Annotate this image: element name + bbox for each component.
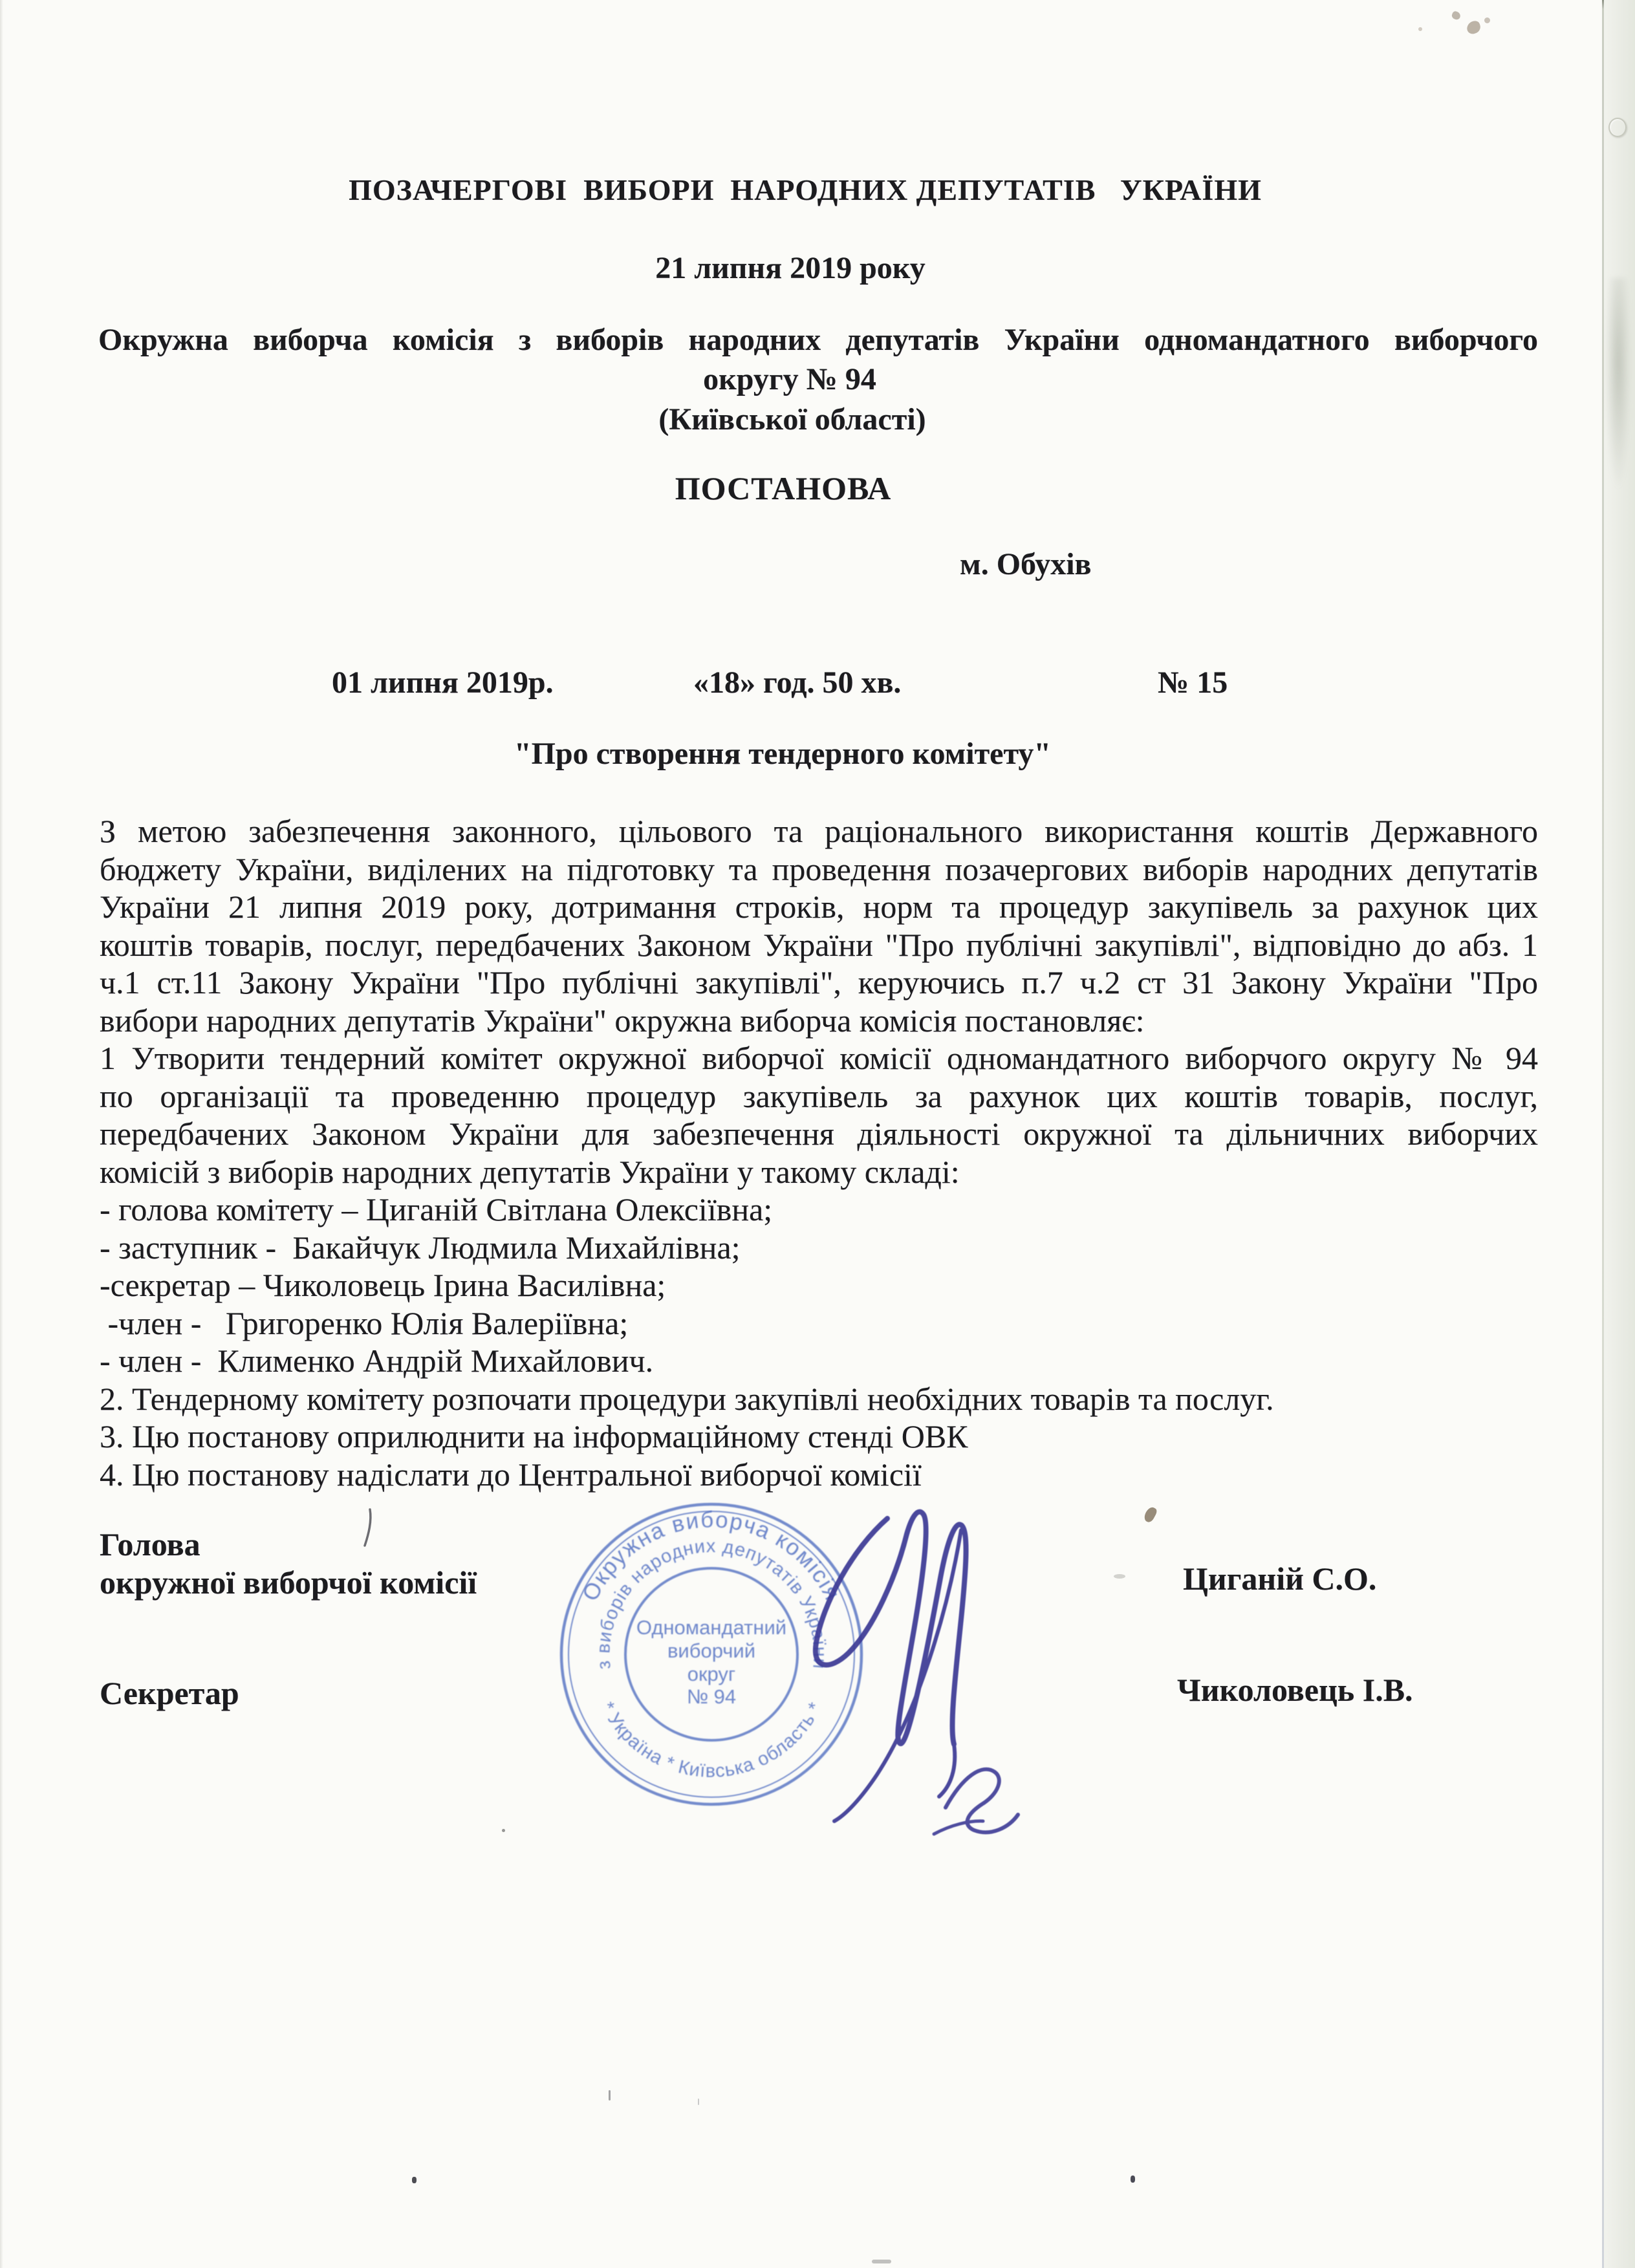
secretary-role: Секретар	[100, 1675, 239, 1711]
committee-member: - член - Клименко Андрій Михайлович.	[100, 1343, 654, 1379]
dust-speck	[1484, 17, 1490, 23]
chair-name: Циганій С.О.	[1183, 1561, 1377, 1597]
stamp-center-line3: округ	[687, 1663, 736, 1685]
commission-name-line1: Окружна виборча комісія з виборів народних депутатів України одномандатного виборчого	[98, 323, 1538, 357]
meta-number: № 15	[1158, 665, 1228, 700]
dust-speck	[698, 2099, 699, 2105]
meta-date: 01 липня 2019р.	[332, 665, 554, 700]
stray-pen-mark	[365, 1509, 371, 1546]
official-stamp	[561, 1504, 861, 1804]
stamp-ring-text-2: з виборів народних депутатів України	[593, 1536, 830, 1670]
stamp-center-line4: № 94	[686, 1685, 737, 1708]
edge-smudge	[1605, 278, 1631, 491]
svg-text:Окружна виборча комісія	[578, 1507, 845, 1605]
chair-role-line2: окружної виборчої комісії	[100, 1564, 477, 1601]
secretary-signature	[934, 1769, 1018, 1834]
document-title: ПОЗАЧЕРГОВІ ВИБОРИ НАРОДНИХ ДЕПУТАТІВ УКРАЇНИ	[349, 173, 1262, 206]
body-line: передбачених Законом України для забезпечення діяльності окружної та дільничних виборчих	[100, 1116, 1538, 1152]
official-stamp-text	[578, 1507, 845, 1782]
body-line: по організації та проведенню процедур закупівель за рахунок цих коштів товарів, послуг,	[100, 1077, 1538, 1114]
dust-speck	[1418, 27, 1422, 31]
dust-speck	[872, 2260, 891, 2263]
svg-text:з виборів народних депутатів У	[593, 1536, 830, 1670]
commission-name-line2: округу № 94	[703, 362, 876, 396]
subject-line: "Про створення тендерного комітету"	[514, 737, 1052, 771]
body-text	[100, 812, 1538, 1493]
secretary-name: Чиколовець І.В.	[1177, 1672, 1413, 1708]
dust-speck	[1451, 10, 1461, 21]
committee-member: -член - Григоренко Юлія Валеріївна;	[100, 1304, 629, 1341]
stamp-ring-text-bottom: * Україна * Київська область *	[596, 1698, 827, 1782]
stamp-ring-text-1: Окружна виборча комісія	[577, 1507, 846, 1605]
dust-speck	[1131, 2176, 1135, 2183]
commission-region: (Київської області)	[658, 402, 926, 437]
svg-text:* Україна * Київська област	[597, 1699, 827, 1782]
body-line: 1 Утворити тендерний комітет окружної виборчої комісії одномандатного виборчого округу № 94	[100, 1040, 1538, 1076]
dust-speck	[1466, 20, 1482, 36]
body-line: ч.1 ст.11 Закону України "Про публічні закупівлі", керуючись п.7 ч.2 ст 31 Закону України "Про	[100, 964, 1538, 1000]
stamp-center-line2: виборчий	[667, 1639, 756, 1662]
committee-member: - заступник - Бакайчук Людмила Михайлівна;	[100, 1229, 741, 1266]
city-label: м. Обухів	[960, 547, 1092, 581]
resolution-item: 4. Цю постанову надіслати до Центральної виборчої комісії	[100, 1456, 922, 1493]
dust-speck	[502, 1829, 505, 1832]
resolution-item: 2. Тендерному комітету розпочати процедури закупівлі необхідних товарів та послуг.	[100, 1380, 1274, 1417]
body-line: бюджету України, виділених на підготовку та проведення позачергових виборів народних депутатів	[100, 850, 1538, 887]
body-line: України 21 липня 2019 року, дотримання строків, норм та процедур закупівель за рахунок цих	[100, 889, 1538, 925]
dust-speck	[609, 2090, 611, 2101]
body-line: коштів товарів, послуг, передбачених Законом України "Про публічні закупівлі", відповідно до абз. 1	[100, 926, 1538, 963]
doc-type-heading: ПОСТАНОВА	[675, 470, 892, 506]
left-edge-shadow	[0, 0, 3, 2268]
chair-role-line1: Голова	[100, 1526, 200, 1562]
stamp-center-line1: Одномандатний	[636, 1616, 787, 1639]
dust-speck	[1142, 1506, 1158, 1524]
dust-speck	[1114, 1574, 1125, 1579]
meta-time: «18» год. 50 хв.	[693, 665, 902, 700]
chair-signature	[816, 1512, 966, 1821]
election-date: 21 липня 2019 року	[655, 251, 926, 285]
committee-member: - голова комітету – Циганій Світлана Олексіївна;	[100, 1191, 773, 1227]
body-line: комісій з виборів народних депутатів України у такому складі:	[100, 1153, 960, 1190]
body-line: З метою забезпечення законного, цільового та раціонального використання коштів Державного	[100, 813, 1538, 849]
resolution-item: 3. Цю постанову оприлюднити на інформаційному стенді ОВК	[100, 1418, 968, 1454]
dust-speck	[412, 2177, 417, 2183]
page-edge-line	[1602, 0, 1604, 2268]
edge-emboss-mark	[1608, 118, 1627, 137]
body-line: вибори народних депутатів України" окружна виборча комісія постановляє:	[100, 1002, 1145, 1039]
committee-member: -секретар – Чиколовець Ірина Василівна;	[100, 1267, 666, 1303]
